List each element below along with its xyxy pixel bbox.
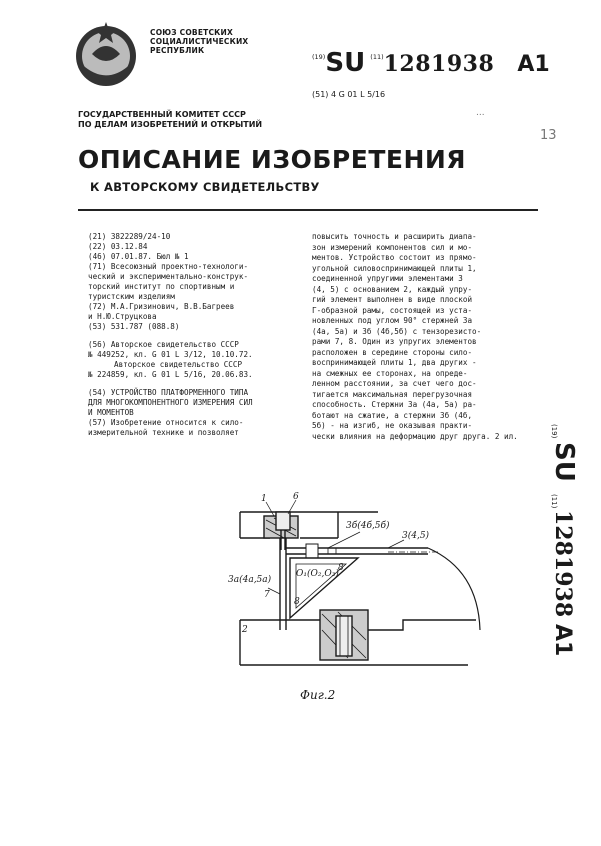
abstract-line: угольной силовоспринимающей плиты 1, [312, 263, 477, 273]
abstract-line: ботают на сжатие, а стержни 3б (4б, [312, 410, 473, 420]
bib-line: торский институт по спортивным и [88, 282, 235, 291]
abstract-line: на смежных ее сторонах, на опреде- [312, 368, 468, 378]
bibliographic-data [88, 232, 318, 438]
label-3a: 3а(4а,5а) [228, 575, 272, 585]
document-title: ОПИСАНИЕ ИЗОБРЕТЕНИЯ [78, 145, 467, 174]
patent-number: 1281938 [383, 51, 495, 77]
agency-line: СОЮЗ СОВЕТСКИХ [150, 28, 233, 37]
bib-line: (57) Изобретение относится к сило- [88, 418, 244, 427]
abstract-line: зон измерений компонентов сил и мо- [312, 242, 473, 252]
abstract-line: ментов. Устройство состоит из прямо- [312, 253, 477, 262]
agency-line: СОЦИАЛИСТИЧЕСКИХ [150, 37, 249, 46]
committee-line: ГОСУДАРСТВЕННЫЙ КОМИТЕТ СССР [78, 110, 246, 119]
bib-line: Авторское свидетельство СССР [114, 360, 243, 369]
side-patent-number: 1281938 [550, 510, 576, 618]
bib-line: ДЛЯ МНОГОКОМПОНЕНТНОГО ИЗМЕРЕНИЯ СИЛ [88, 398, 253, 407]
label-o1: O₁(O₂,O₃) [296, 569, 339, 579]
agency-line: РЕСПУБЛИК [150, 46, 205, 55]
side-code-19: (19) [550, 424, 558, 439]
side-patent-code [536, 420, 596, 670]
abstract-line: соединенной упругими элементами 3 [312, 274, 463, 283]
abstract-line: новленных под углом 90° стержней 3а [312, 316, 473, 325]
abstract-text [312, 232, 534, 442]
technical-drawing [228, 490, 498, 710]
bib-line: № 224859, кл. G 01 L 5/16, 20.06.83. [88, 370, 253, 379]
abstract-line: Г-образной рамы, состоящей из уста- [312, 305, 473, 315]
abstract-line: рами 7, 8. Один из упругих элементов [312, 337, 477, 346]
bib-line: (21) 3822289/24-10 [88, 232, 171, 241]
abstract-line: воспринимающей плиты 1, два других - [312, 358, 477, 367]
bib-line: И МОМЕНТОВ [88, 408, 134, 417]
ipc-classification: (51) 4 G 01 L 5/16 [312, 90, 386, 99]
bib-line: (71) Всесоюзный проектно-технологи- [88, 262, 249, 271]
bib-gap [88, 332, 318, 340]
library-stamp: ... [476, 108, 485, 118]
abstract-line: (4, 5) с основанием 2, каждый упру- [312, 284, 473, 294]
label-6: 6 [293, 492, 299, 502]
bib-line: (46) 07.01.87. Бюл № 1 [88, 252, 189, 261]
bib-line: измерительной технике и позволяет [88, 428, 239, 437]
abstract-line: (4а, 5а) и 3б (4б,5б) с тензорезисто- [312, 326, 482, 336]
label-8b: 8 [294, 597, 300, 607]
bib-line: и Н.Ю.Струцкова [88, 312, 157, 321]
bib-line: (56) Авторское свидетельство СССР [88, 340, 239, 349]
abstract-line: повысить точность и расширить диапа- [312, 232, 477, 241]
label-3: 3(4,5) [402, 531, 430, 541]
side-kind-code: A1 [550, 624, 575, 657]
committee-line: ПО ДЕЛАМ ИЗОБРЕТЕНИЙ И ОТКРЫТИЙ [78, 120, 263, 129]
code-11: (11) [370, 53, 384, 61]
side-country-code: SU [549, 442, 579, 482]
abstract-line: гий элемент выполнен в виде плоской [312, 295, 473, 304]
stamp-mark: 13 [540, 128, 557, 143]
code-19: (19) [312, 53, 326, 61]
abstract-line: расположен в середине стороны сило- [312, 347, 473, 357]
ussr-emblem-icon [70, 18, 142, 90]
side-code-11: (11) [550, 494, 558, 509]
abstract-line: чески влияния на деформацию друг друга. 2 ил. [312, 431, 518, 441]
abstract-line: 5б) - на изгиб, не оказывая практи- [312, 421, 473, 430]
divider [78, 209, 538, 211]
document-subtitle: К АВТОРСКОМУ СВИДЕТЕЛЬСТВУ [90, 180, 320, 194]
patent-code-line [312, 48, 550, 78]
bib-line: (54) УСТРОЙСТВО ПЛАТФОРМЕННОГО ТИПА [88, 388, 249, 397]
kind-code: A1 [517, 52, 550, 77]
abstract-line: способность. Стержни 3а (4а, 5а) ра- [312, 400, 477, 409]
figure-caption: Фиг.2 [300, 688, 336, 702]
bib-line: туристским изделиям [88, 292, 175, 301]
bib-line: (22) 03.12.84 [88, 242, 148, 251]
bib-gap [88, 380, 318, 388]
country-code: SU [325, 48, 366, 78]
bib-line: № 449252, кл. G 01 L 3/12, 10.10.72. [88, 350, 253, 359]
bib-line: (53) 531.787 (088.8) [88, 322, 180, 331]
label-7: 7 [264, 590, 270, 600]
committee-name [78, 110, 262, 130]
bib-line: (72) М.А.Гризинович, В.В.Багреев [88, 302, 235, 311]
abstract-line: ленном расстоянии, за счет чего дос- [312, 379, 477, 388]
agency-name [150, 28, 248, 55]
label-1: 1 [261, 494, 267, 504]
label-8a: 8 [338, 563, 344, 573]
abstract-line: тигается максимальная перегрузочная [312, 389, 473, 399]
label-2: 2 [242, 625, 248, 635]
bib-line: ческий и экспериментально-конструк- [88, 272, 249, 281]
label-3b: 3б(4б,5б) [346, 521, 390, 531]
